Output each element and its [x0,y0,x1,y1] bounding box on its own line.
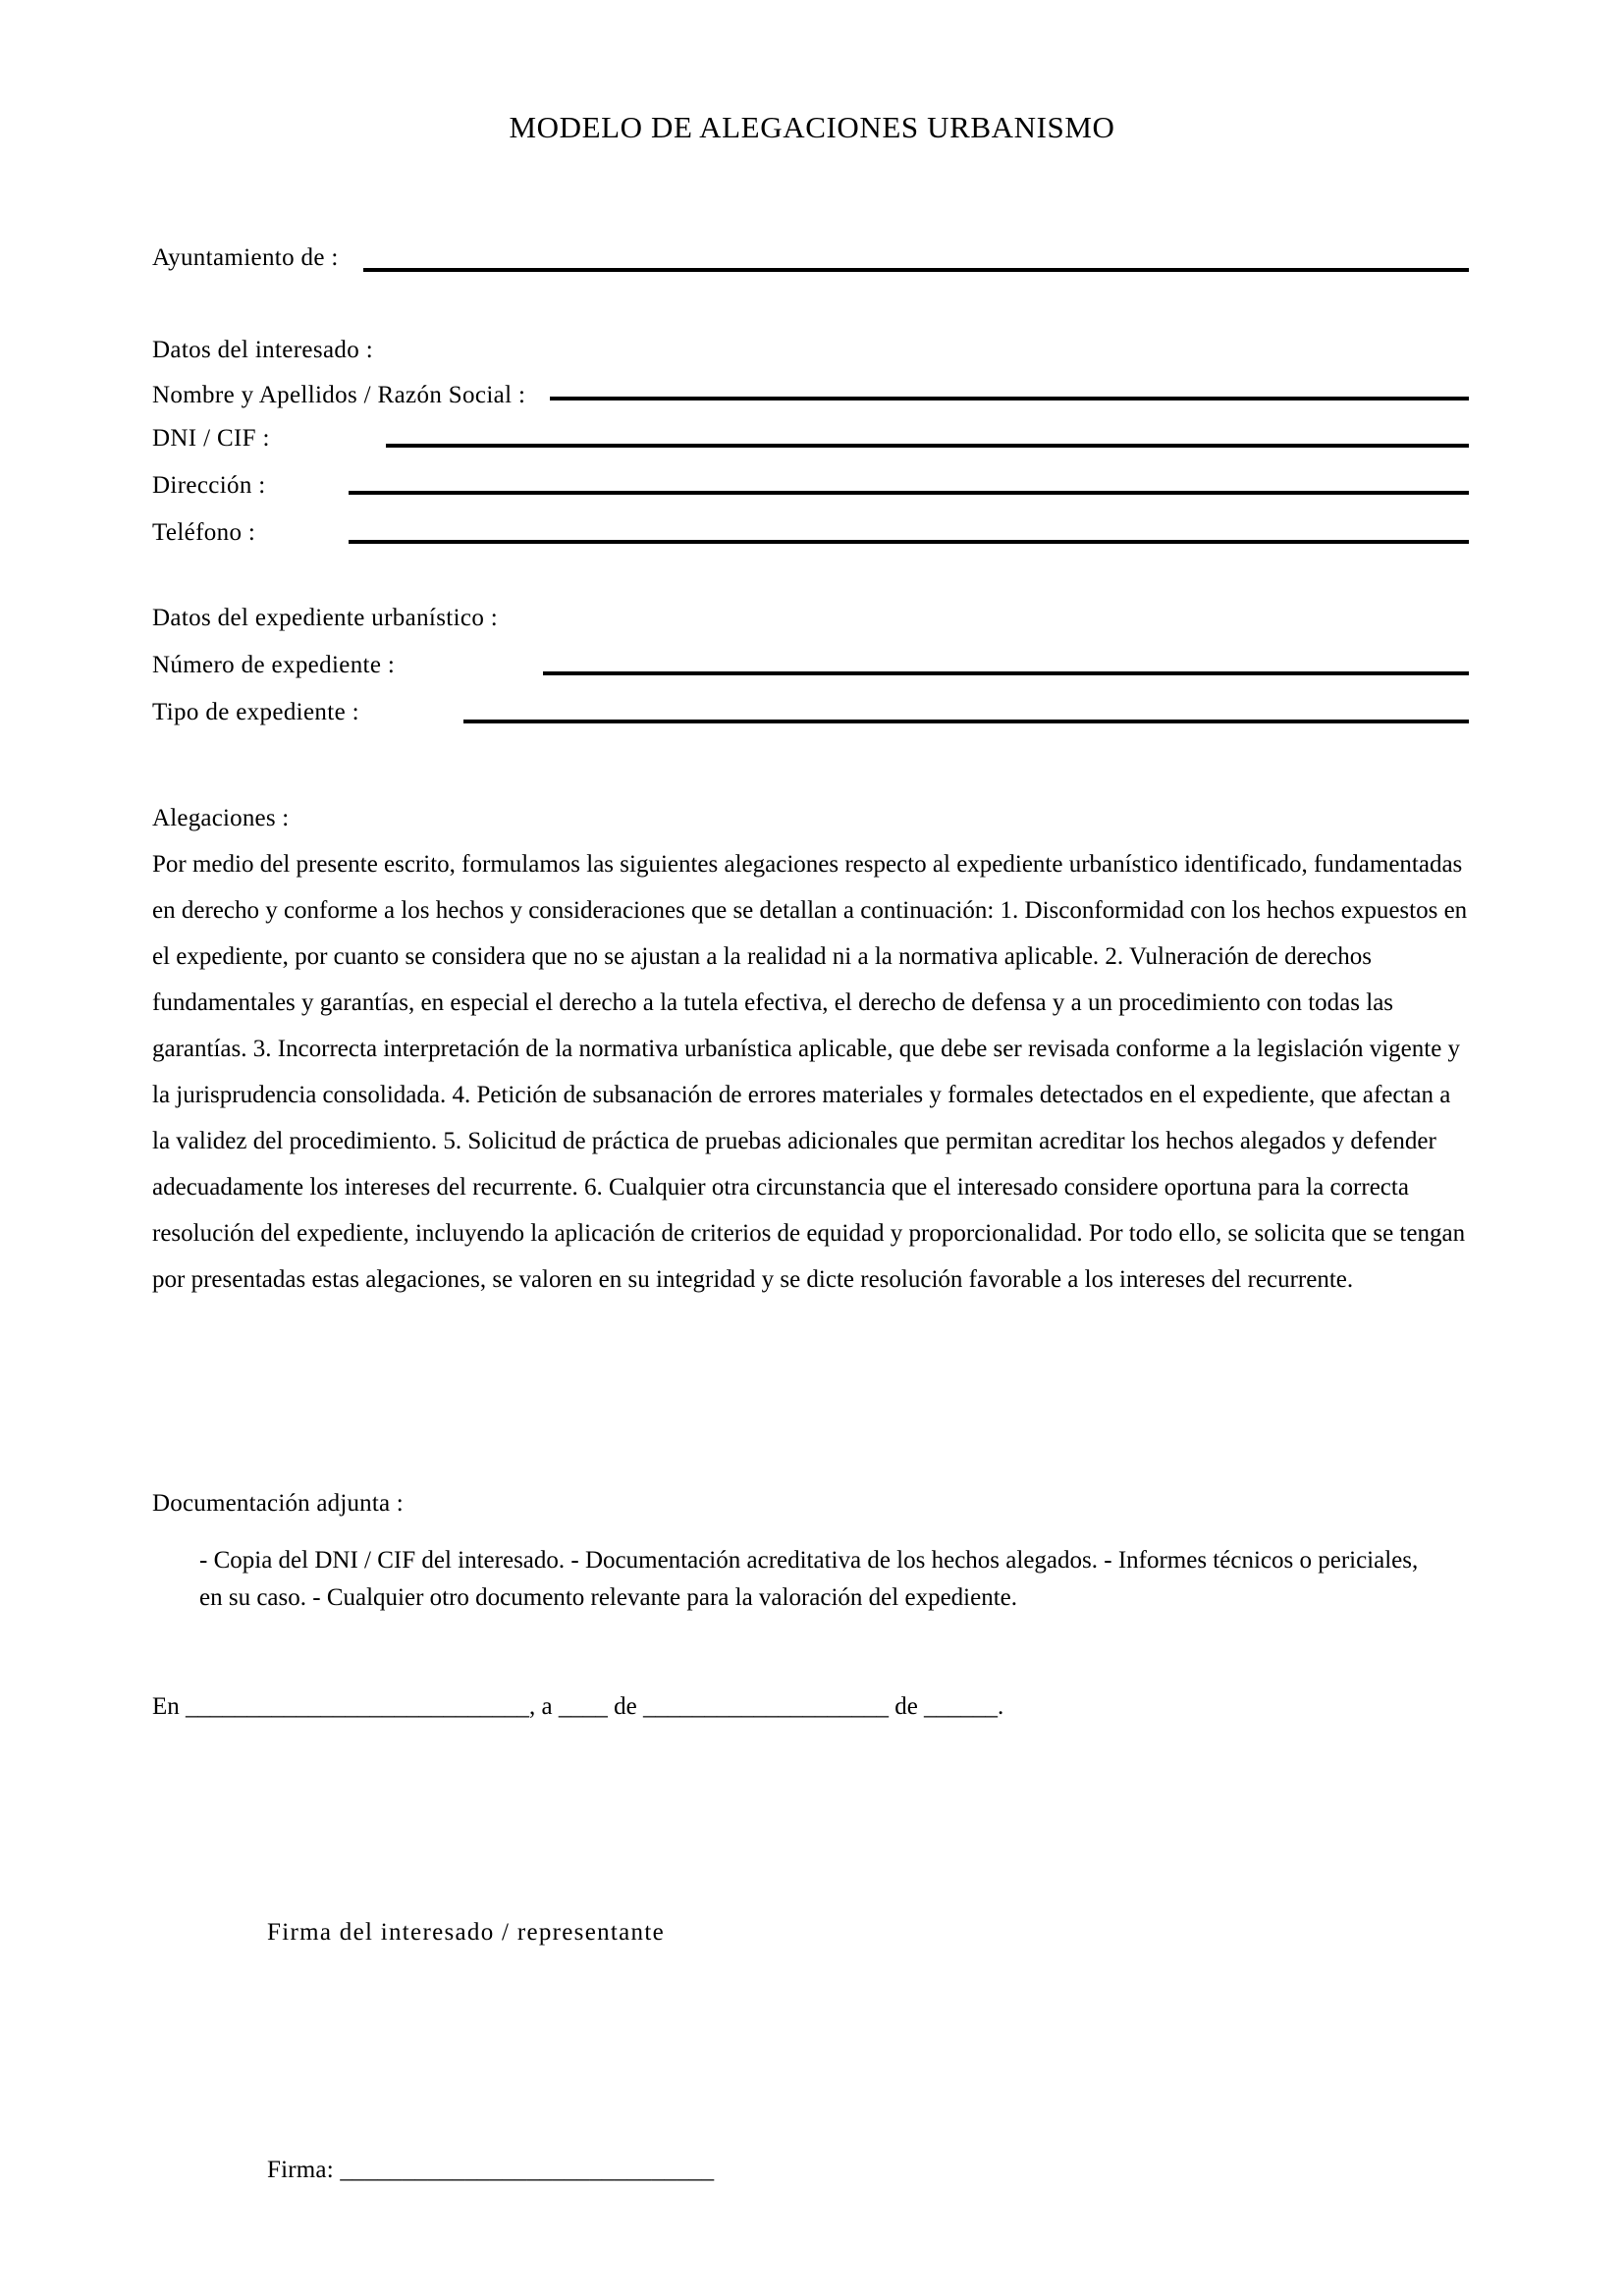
direccion-input-rule[interactable] [349,491,1469,495]
telefono-input-rule[interactable] [349,540,1469,544]
numero-expediente-input-rule[interactable] [543,671,1469,675]
alegaciones-body-text: Por medio del presente escrito, formulamos las siguientes alegaciones respecto al expediente urbanístico identificado, fundamentadas en derecho y conforme a los hechos y consideraciones que se detallan a continuación: 1. Disconformidad con los hechos expuestos en el expediente, por cuanto se considera que no se ajustan a la realidad ni a la normativa aplicable. 2. Vulneración de derechos fundamentales y garantías, en especial el derecho a la tutela efectiva, el derecho de defensa y a un procedimiento con todas las garantías. 3. Incorrecta interpretación de la normativa urbanística aplicable, que debe ser revisada conforme a la legislación vigente y la jurisprudencia consolidada. 4. Petición de subsanación de errores materiales y formales detectados en el expediente, que afectan a la validez del procedimiento. 5. Solicitud de práctica de pruebas adicionales que permitan acreditar los hechos alegados y defender adecuadamente los intereses del recurrente. 6. Cualquier otra circunstancia que el interesado considere oportuna para la correcta resolución del expediente, incluyendo la aplicación de criterios de equidad y proporcionalidad. Por todo ello, se solicita que se tengan por presentadas estas alegaciones, se valoren en su integridad y se dicte resolución favorable a los intereses del recurrente. [152,851,1468,1293]
place-date-line[interactable]: En ____________________________, a ____ de ____________________ de ______. [152,1693,1004,1720]
nombre-apellidos-label: Nombre y Apellidos / Razón Social : [152,382,526,408]
alegaciones-section [152,795,1473,1303]
interesado-section-heading: Datos del interesado : [152,337,373,363]
expediente-section-heading: Datos del expediente urbanístico : [152,605,499,631]
documentacion-heading: Documentación adjunta : [152,1490,404,1517]
alegaciones-heading: Alegaciones : [152,805,290,831]
direccion-label: Dirección : [152,472,266,499]
ayuntamiento-label: Ayuntamiento de : [152,244,339,271]
signature-input-line[interactable]: Firma: ______________________________ [267,2157,715,2183]
documentacion-items: - Copia del DNI / CIF del interesado. - Documentación acreditativa de los hechos alegados. - Informes técnicos o periciales, en su caso. - Cualquier otro documento relevante para la valoración del expediente. [199,1547,1419,1611]
tipo-expediente-input-rule[interactable] [463,720,1469,723]
dni-cif-label: DNI / CIF : [152,425,270,452]
signature-caption: Firma del interesado / representante [267,1919,665,1946]
telefono-label: Teléfono : [152,519,256,546]
page-title: MODELO DE ALEGACIONES URBANISMO [509,110,1115,144]
ayuntamiento-input-rule[interactable] [363,268,1469,272]
documentacion-section [152,1480,1473,1617]
nombre-apellidos-input-rule[interactable] [550,397,1469,400]
dni-cif-input-rule[interactable] [386,444,1469,448]
tipo-expediente-label: Tipo de expediente : [152,699,359,725]
numero-expediente-label: Número de expediente : [152,652,396,678]
